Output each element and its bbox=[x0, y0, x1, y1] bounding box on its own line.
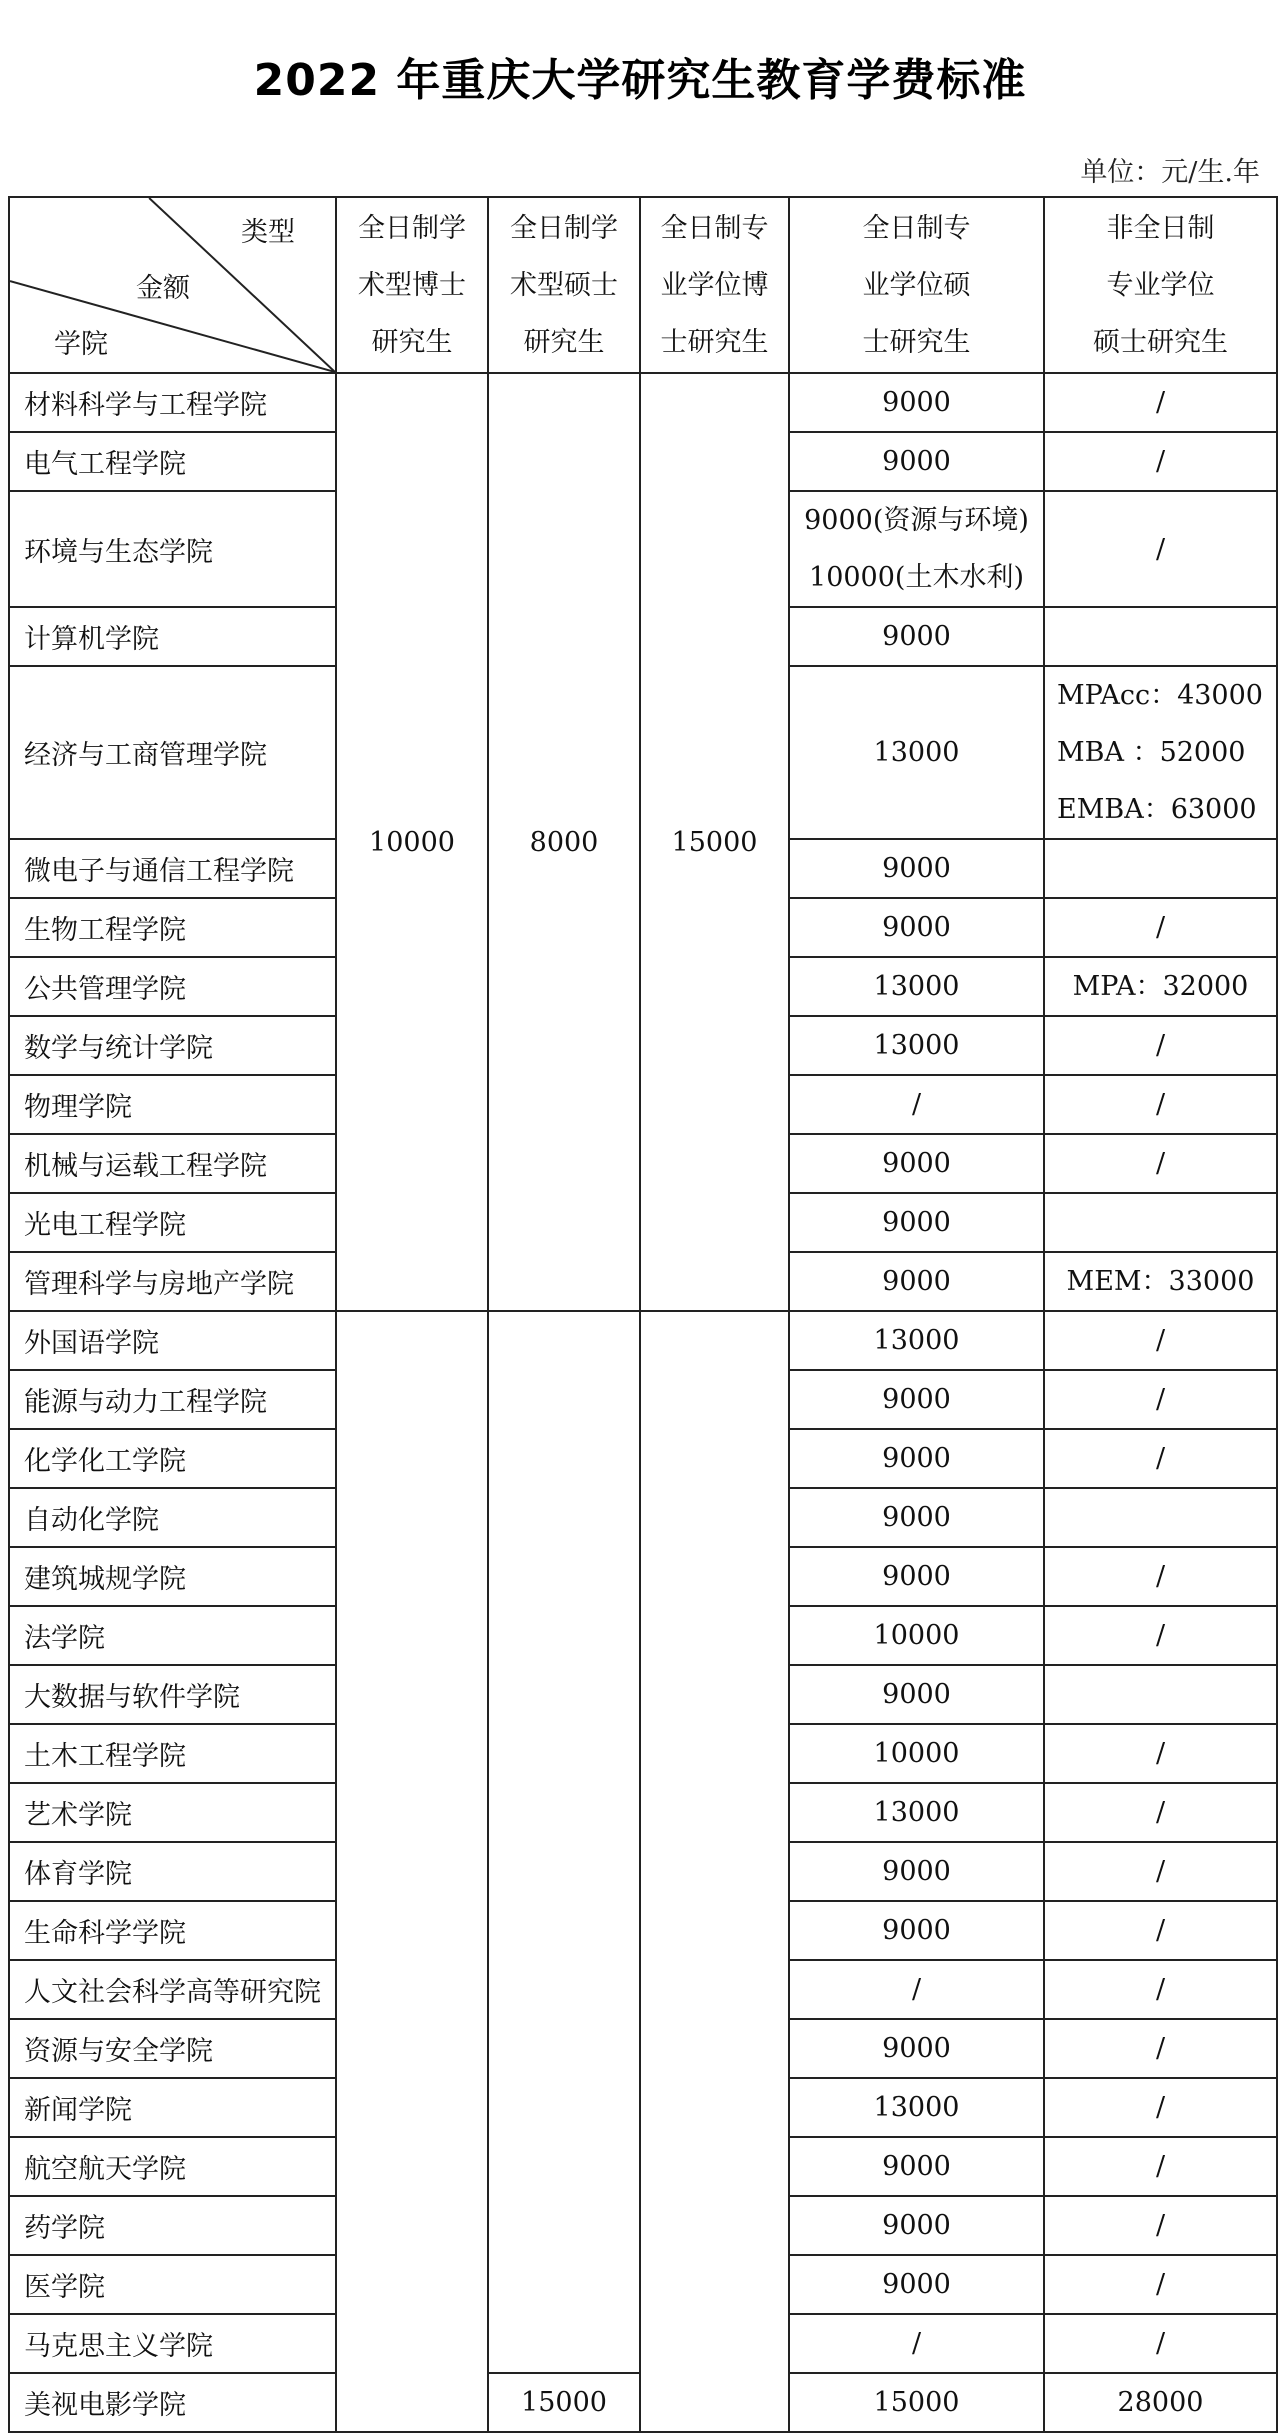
nonfull-master-fee-value: / bbox=[1155, 1856, 1166, 1887]
college-name: 新闻学院 bbox=[9, 2078, 336, 2137]
table-row bbox=[9, 1311, 1277, 1370]
nonfull-master-fee bbox=[1044, 1311, 1277, 1370]
pro-master-fee-value: 15000 bbox=[873, 2387, 960, 2418]
nonfull-master-fee-value: / bbox=[1155, 533, 1166, 565]
nonfull-master-fee bbox=[1044, 2078, 1277, 2137]
pro-master-fee bbox=[789, 1075, 1044, 1134]
pro-master-fee bbox=[789, 1547, 1044, 1606]
corner-type-label: 类型 bbox=[241, 217, 295, 248]
pro-master-fee-value: 9000 bbox=[882, 1502, 951, 1533]
nonfull-master-fee bbox=[1044, 2373, 1277, 2432]
nonfull-master-fee bbox=[1044, 1134, 1277, 1193]
corner-college-label: 学院 bbox=[54, 329, 108, 360]
unit-label: 单位：元/生.年 bbox=[1080, 157, 1260, 188]
nonfull-master-fee-value: / bbox=[1155, 2092, 1166, 2123]
college-name: 微电子与通信工程学院 bbox=[9, 839, 336, 898]
college-name: 体育学院 bbox=[9, 1842, 336, 1901]
nonfull-master-fee bbox=[1044, 1547, 1277, 1606]
pro-master-fee-value: 9000 bbox=[882, 1148, 951, 1179]
master-academic-fee: 8000 bbox=[488, 373, 640, 1311]
pro-master-fee-value: 9000 bbox=[882, 446, 951, 477]
nonfull-master-fee-value: / bbox=[1155, 1089, 1166, 1120]
header-master-professional: 全日制专 业学位硕 士研究生 bbox=[789, 197, 1044, 373]
nonfull-master-fee-value: MEM：33000 bbox=[1066, 1266, 1255, 1297]
college-name: 电气工程学院 bbox=[9, 432, 336, 491]
pro-master-fee-value: 9000 bbox=[882, 2033, 951, 2064]
college-name: 艺术学院 bbox=[9, 1783, 336, 1842]
college-name: 机械与运载工程学院 bbox=[9, 1134, 336, 1193]
pro-master-fee-value: 9000(资源与环境) bbox=[804, 505, 1029, 536]
pro-master-fee bbox=[789, 2078, 1044, 2137]
master-academic-fee-film: 15000 bbox=[488, 2373, 640, 2432]
pro-master-fee bbox=[789, 1783, 1044, 1842]
nonfull-master-fee-value: MPAcc：43000 bbox=[1057, 680, 1263, 711]
college-name: 美视电影学院 bbox=[9, 2373, 336, 2432]
nonfull-master-fee-value: / bbox=[1155, 912, 1166, 943]
nonfull-master-fee bbox=[1044, 898, 1277, 957]
pro-master-fee bbox=[789, 666, 1044, 839]
nonfull-master-fee-value: / bbox=[1155, 446, 1166, 477]
nonfull-master-fee bbox=[1044, 1606, 1277, 1665]
college-name: 公共管理学院 bbox=[9, 957, 336, 1016]
nonfull-master-fee bbox=[1044, 1075, 1277, 1134]
nonfull-master-fee-value: 28000 bbox=[1117, 2387, 1204, 2418]
nonfull-master-fee bbox=[1044, 2019, 1277, 2078]
college-name: 大数据与软件学院 bbox=[9, 1665, 336, 1724]
header-phd-academic: 全日制学 术型博士 研究生 bbox=[336, 197, 488, 373]
nonfull-master-fee bbox=[1044, 2255, 1277, 2314]
pro-master-fee-value: 9000 bbox=[882, 1915, 951, 1946]
pro-master-fee-value: 13000 bbox=[873, 1325, 960, 1356]
nonfull-master-fee bbox=[1044, 957, 1277, 1016]
pro-master-fee-value: 13000 bbox=[873, 2092, 960, 2123]
header-row bbox=[9, 197, 1277, 373]
college-name: 材料科学与工程学院 bbox=[9, 373, 336, 432]
pro-master-fee-value: 9000 bbox=[882, 853, 951, 884]
pro-master-fee-value: 10000 bbox=[873, 1738, 960, 1769]
nonfull-master-fee-value: / bbox=[1155, 1797, 1166, 1828]
nonfull-master-fee-value: / bbox=[1155, 1384, 1166, 1415]
pro-master-fee bbox=[789, 1901, 1044, 1960]
pro-master-fee bbox=[789, 2373, 1044, 2432]
nonfull-master-fee-value: / bbox=[1155, 1738, 1166, 1769]
nonfull-master-fee bbox=[1044, 1488, 1277, 1547]
pro-master-fee bbox=[789, 1311, 1044, 1370]
pro-master-fee bbox=[789, 1488, 1044, 1547]
pro-master-fee bbox=[789, 1134, 1044, 1193]
nonfull-master-fee-value: / bbox=[1155, 1561, 1166, 1592]
college-name: 管理科学与房地产学院 bbox=[9, 1252, 336, 1311]
college-name: 计算机学院 bbox=[9, 607, 336, 666]
pro-master-fee bbox=[789, 1193, 1044, 1252]
college-name: 光电工程学院 bbox=[9, 1193, 336, 1252]
college-name: 马克思主义学院 bbox=[9, 2314, 336, 2373]
pro-master-fee bbox=[789, 1724, 1044, 1783]
pro-master-fee-value: 9000 bbox=[882, 1561, 951, 1592]
nonfull-master-fee bbox=[1044, 1960, 1277, 2019]
pro-master-fee bbox=[789, 1842, 1044, 1901]
phd-professional-fee-empty bbox=[640, 1311, 789, 2432]
nonfull-master-fee-value: / bbox=[1155, 2210, 1166, 2241]
pro-master-fee-value: 13000 bbox=[873, 1797, 960, 1828]
nonfull-master-fee bbox=[1044, 1429, 1277, 1488]
college-name: 能源与动力工程学院 bbox=[9, 1370, 336, 1429]
nonfull-master-fee bbox=[1044, 491, 1277, 607]
pro-master-fee bbox=[789, 1665, 1044, 1724]
pro-master-fee bbox=[789, 373, 1044, 432]
nonfull-master-fee-value: MPA：32000 bbox=[1072, 971, 1249, 1002]
nonfull-master-fee-value: / bbox=[1155, 1148, 1166, 1179]
pro-master-fee-value: 13000 bbox=[873, 971, 960, 1002]
college-name: 医学院 bbox=[9, 2255, 336, 2314]
college-name: 航空航天学院 bbox=[9, 2137, 336, 2196]
pro-master-fee bbox=[789, 2255, 1044, 2314]
nonfull-master-fee bbox=[1044, 373, 1277, 432]
nonfull-master-fee-value: / bbox=[1155, 2033, 1166, 2064]
pro-master-fee bbox=[789, 898, 1044, 957]
pro-master-fee bbox=[789, 432, 1044, 491]
nonfull-master-fee bbox=[1044, 1665, 1277, 1724]
pro-master-fee bbox=[789, 1370, 1044, 1429]
header-phd-professional: 全日制专 业学位博 士研究生 bbox=[640, 197, 789, 373]
nonfull-master-fee-value: / bbox=[1155, 1443, 1166, 1474]
pro-master-fee-value: 9000 bbox=[882, 2151, 951, 2182]
nonfull-master-fee-value: / bbox=[1155, 1030, 1166, 1061]
nonfull-master-fee bbox=[1044, 1783, 1277, 1842]
college-name: 人文社会科学高等研究院 bbox=[9, 1960, 336, 2019]
pro-master-fee-value: 10000(土木水利) bbox=[809, 562, 1024, 593]
nonfull-master-fee bbox=[1044, 839, 1277, 898]
phd-professional-fee: 15000 bbox=[640, 373, 789, 1311]
pro-master-fee-value: 9000 bbox=[882, 2210, 951, 2241]
nonfull-master-fee bbox=[1044, 1370, 1277, 1429]
master-academic-fee-empty bbox=[488, 1311, 640, 2373]
nonfull-master-fee bbox=[1044, 1193, 1277, 1252]
pro-master-fee-value: 13000 bbox=[873, 1030, 960, 1061]
pro-master-fee bbox=[789, 1429, 1044, 1488]
nonfull-master-fee bbox=[1044, 1724, 1277, 1783]
college-name: 生命科学学院 bbox=[9, 1901, 336, 1960]
pro-master-fee bbox=[789, 607, 1044, 666]
college-name: 土木工程学院 bbox=[9, 1724, 336, 1783]
pro-master-fee-value: 9000 bbox=[882, 2269, 951, 2300]
pro-master-fee-value: 9000 bbox=[882, 621, 951, 652]
pro-master-fee-value: 9000 bbox=[882, 912, 951, 943]
pro-master-fee-value: 9000 bbox=[882, 1679, 951, 1710]
college-name: 化学化工学院 bbox=[9, 1429, 336, 1488]
nonfull-master-fee bbox=[1044, 666, 1277, 839]
nonfull-master-fee-value: / bbox=[1155, 1974, 1166, 2005]
pro-master-fee bbox=[789, 1606, 1044, 1665]
nonfull-master-fee-value: / bbox=[1155, 1620, 1166, 1651]
college-name: 药学院 bbox=[9, 2196, 336, 2255]
pro-master-fee-value: 9000 bbox=[882, 1384, 951, 1415]
pro-master-fee bbox=[789, 1016, 1044, 1075]
pro-master-fee bbox=[789, 1252, 1044, 1311]
nonfull-master-fee bbox=[1044, 2196, 1277, 2255]
nonfull-master-fee bbox=[1044, 1252, 1277, 1311]
phd-academic-fee: 10000 bbox=[336, 373, 488, 1311]
pro-master-fee bbox=[789, 491, 1044, 607]
nonfull-master-fee-value: / bbox=[1155, 387, 1166, 418]
pro-master-fee bbox=[789, 957, 1044, 1016]
college-name: 外国语学院 bbox=[9, 1311, 336, 1370]
nonfull-master-fee bbox=[1044, 1901, 1277, 1960]
nonfull-master-fee bbox=[1044, 1016, 1277, 1075]
pro-master-fee-value: / bbox=[911, 2328, 922, 2359]
college-name: 物理学院 bbox=[9, 1075, 336, 1134]
pro-master-fee bbox=[789, 2137, 1044, 2196]
nonfull-master-fee-value: EMBA：63000 bbox=[1057, 794, 1257, 825]
college-name: 经济与工商管理学院 bbox=[9, 666, 336, 839]
nonfull-master-fee bbox=[1044, 2314, 1277, 2373]
corner-amount-label: 金额 bbox=[136, 273, 190, 304]
college-name: 法学院 bbox=[9, 1606, 336, 1665]
pro-master-fee-value: / bbox=[911, 1089, 922, 1120]
header-master-nonfull: 非全日制 专业学位 硕士研究生 bbox=[1044, 197, 1277, 373]
college-name: 数学与统计学院 bbox=[9, 1016, 336, 1075]
nonfull-master-fee-value: / bbox=[1155, 2328, 1166, 2359]
pro-master-fee-value: 9000 bbox=[882, 1856, 951, 1887]
nonfull-master-fee-value: / bbox=[1155, 2151, 1166, 2182]
nonfull-master-fee-value: MBA ：52000 bbox=[1057, 737, 1246, 768]
nonfull-master-fee bbox=[1044, 2137, 1277, 2196]
fee-table bbox=[8, 196, 1278, 2433]
nonfull-master-fee-value: / bbox=[1155, 1915, 1166, 1946]
college-name: 建筑城规学院 bbox=[9, 1547, 336, 1606]
pro-master-fee-value: / bbox=[911, 1974, 922, 2005]
corner-header bbox=[9, 197, 336, 373]
pro-master-fee-value: 13000 bbox=[873, 737, 960, 768]
pro-master-fee bbox=[789, 2019, 1044, 2078]
college-name: 自动化学院 bbox=[9, 1488, 336, 1547]
pro-master-fee bbox=[789, 1960, 1044, 2019]
nonfull-master-fee bbox=[1044, 607, 1277, 666]
phd-academic-fee-empty bbox=[336, 1311, 488, 2432]
college-name: 资源与安全学院 bbox=[9, 2019, 336, 2078]
nonfull-master-fee bbox=[1044, 1842, 1277, 1901]
header-master-academic: 全日制学 术型硕士 研究生 bbox=[488, 197, 640, 373]
pro-master-fee-value: 9000 bbox=[882, 1207, 951, 1238]
pro-master-fee-value: 9000 bbox=[882, 1266, 951, 1297]
pro-master-fee-value: 10000 bbox=[873, 1620, 960, 1651]
nonfull-master-fee bbox=[1044, 432, 1277, 491]
nonfull-master-fee-value: / bbox=[1155, 1325, 1166, 1356]
college-name: 环境与生态学院 bbox=[9, 491, 336, 607]
pro-master-fee-value: 9000 bbox=[882, 1443, 951, 1474]
pro-master-fee bbox=[789, 839, 1044, 898]
college-name: 生物工程学院 bbox=[9, 898, 336, 957]
nonfull-master-fee-value: / bbox=[1155, 2269, 1166, 2300]
pro-master-fee bbox=[789, 2314, 1044, 2373]
fee-table-body bbox=[9, 373, 1277, 2432]
table-row bbox=[9, 373, 1277, 432]
pro-master-fee bbox=[789, 2196, 1044, 2255]
page-title: 2022 年重庆大学研究生教育学费标准 bbox=[253, 55, 1027, 106]
pro-master-fee-value: 9000 bbox=[882, 387, 951, 418]
